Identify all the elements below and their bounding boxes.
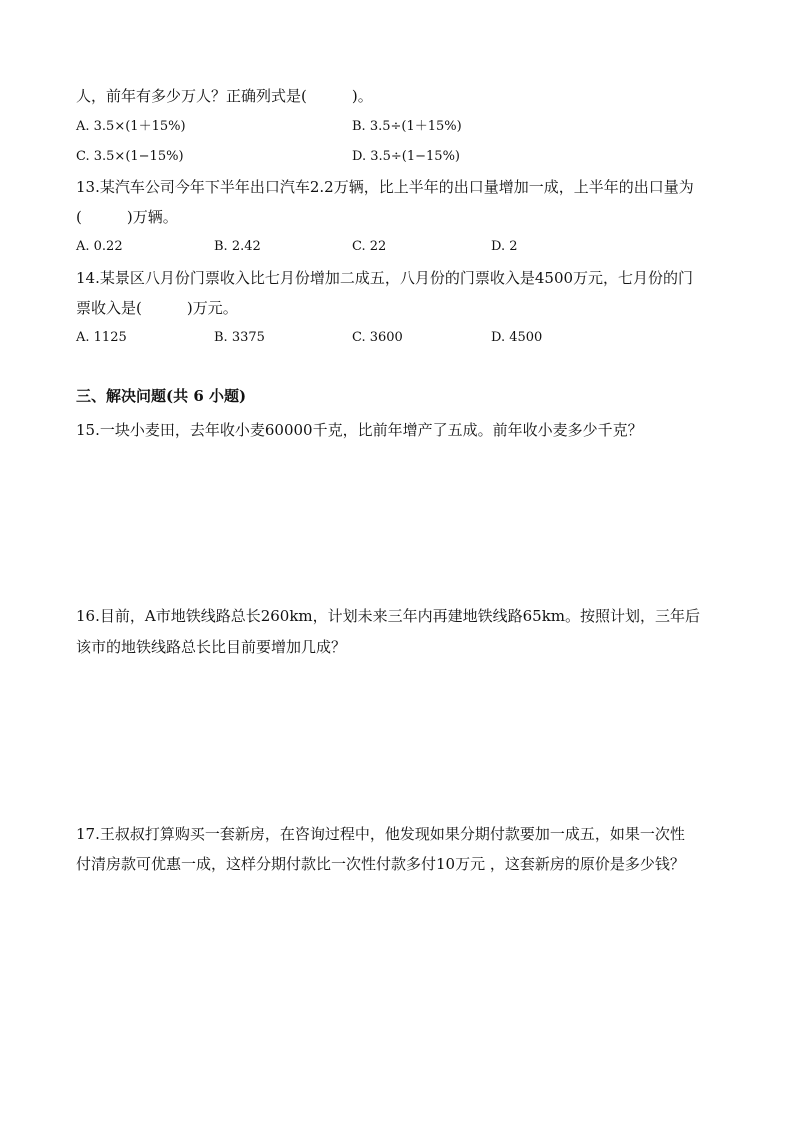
q13-option-a: A. 0.22: [76, 239, 123, 254]
q12-option-d: D. 3.5÷(1−15%): [352, 149, 460, 164]
q13-stem-line1: 13.某汽车公司今年下半年出口汽车2.2万辆，比上半年的出口量增加一成，上半年的出口量为: [76, 178, 694, 196]
q16-stem-line2: 该市的地铁线路总长比目前要增加几成？: [76, 638, 347, 656]
section-title: 三、解决问题(共 6 小题): [76, 387, 247, 405]
q14-option-c: C. 3600: [352, 330, 403, 345]
q14-option-a: A. 1125: [76, 330, 127, 345]
q12-option-b: B. 3.5÷(1＋15%): [352, 119, 462, 134]
q14-stem-line1: 14.某景区八月份门票收入比七月份增加二成五，八月份的门票收入是4500万元，七月份的门: [76, 269, 694, 287]
q17-stem-line1: 17.王叔叔打算购买一套新房，在咨询过程中，他发现如果分期付款要加一成五，如果一次性: [76, 825, 685, 843]
q12-option-a: A. 3.5×(1＋15%): [76, 119, 186, 134]
q13-stem-line2: ( )万辆。: [76, 208, 178, 226]
q15-stem: 15.一块小麦田，去年收小麦60000千克，比前年增产了五成。前年收小麦多少千克？: [76, 421, 643, 439]
q13-option-c: C. 22: [352, 239, 387, 254]
q14-stem-line2: 票收入是( )万元。: [76, 299, 238, 317]
q13-option-d: D. 2: [491, 239, 518, 254]
q12-stem-tail: 人，前年有多少万人？正确列式是( )。: [76, 87, 373, 105]
q17-stem-line2: 付清房款可优惠一成，这样分期付款比一次性付款多付10万元 ，这套新房的原价是多少钱？: [76, 855, 685, 873]
q12-option-c: C. 3.5×(1−15%): [76, 149, 184, 164]
q14-option-d: D. 4500: [491, 330, 543, 345]
q14-option-b: B. 3375: [214, 330, 265, 345]
q13-option-b: B. 2.42: [214, 239, 261, 254]
q16-stem-line1: 16.目前，A市地铁线路总长260km，计划未来三年内再建地铁线路65km。按照计划，三年后: [76, 607, 701, 625]
